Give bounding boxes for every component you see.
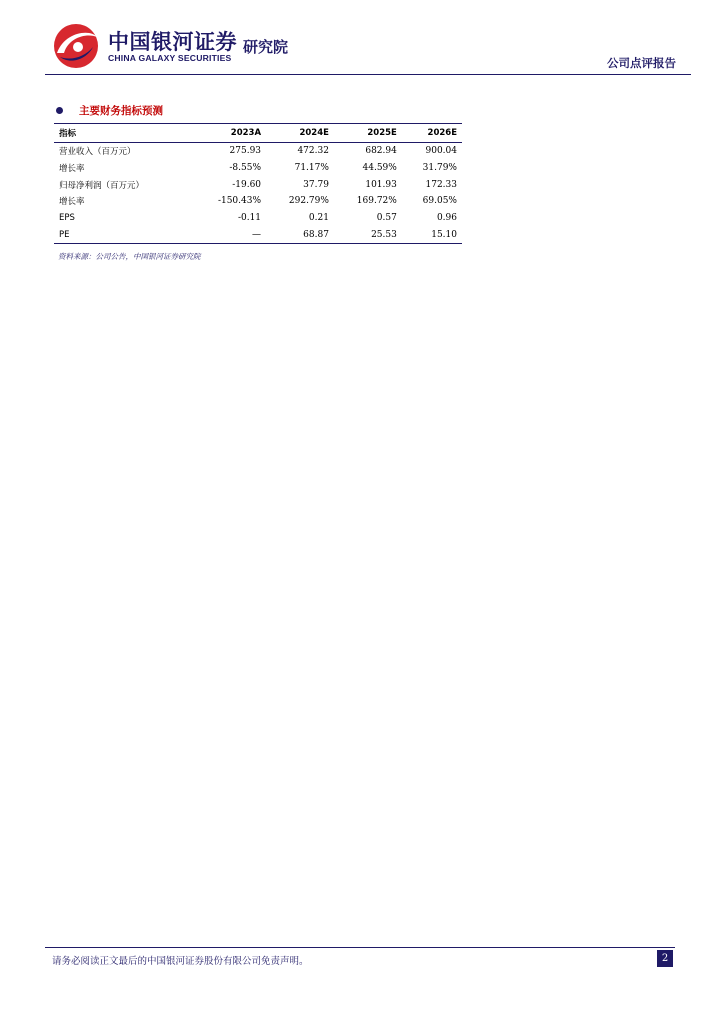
galaxy-logo-icon	[51, 23, 101, 69]
table-cell: 68.87	[266, 226, 334, 243]
table-cell: 44.59%	[362, 163, 397, 174]
header-divider	[45, 74, 691, 75]
table-cell: 472.32	[297, 146, 329, 157]
report-type-label: 公司点评报告	[607, 56, 676, 70]
table-row	[54, 226, 462, 243]
column-header: 2024E	[266, 124, 334, 143]
logo-company-name-en: CHINA GALAXY SECURITIES	[108, 53, 232, 63]
table-cell: 275.93	[229, 146, 262, 157]
table-cell: 31.79%	[422, 163, 457, 174]
table-cell: 292.79%	[288, 196, 329, 207]
source-note: 资料来源：公司公告，中国银河证券研究院	[58, 252, 201, 261]
table-row	[54, 210, 462, 227]
table-cell: 682.94	[365, 146, 397, 157]
row-label: PE	[54, 226, 194, 243]
table-cell: 25.53	[334, 226, 402, 243]
section-title: 主要财务指标预测	[79, 105, 163, 117]
row-label: EPS	[59, 213, 75, 224]
row-label: 归母净利润（百万元）	[59, 180, 145, 191]
column-header: 指标	[54, 124, 194, 143]
table-cell: 172.33	[425, 179, 457, 190]
table-cell: -8.55%	[229, 163, 262, 174]
table-cell: 69.05%	[422, 196, 457, 207]
financial-forecast-table	[54, 123, 462, 244]
table-cell: 37.79	[303, 179, 329, 190]
table-cell: -150.43%	[217, 196, 262, 207]
table-cell: 900.04	[425, 146, 457, 157]
table-cell: 71.17%	[294, 163, 329, 174]
table-row	[54, 160, 462, 177]
table-header-row	[54, 124, 462, 143]
page-header	[0, 0, 724, 80]
page-number: 2	[657, 950, 673, 967]
table-cell: 169.72%	[356, 196, 397, 207]
column-header: 2023A	[194, 124, 266, 143]
row-label: 营业收入（百万元）	[59, 147, 136, 158]
row-label: 增长率	[59, 164, 85, 175]
table-cell: 0.21	[308, 213, 329, 224]
column-header: 2025E	[334, 124, 402, 143]
table-cell: 15.10	[402, 226, 462, 243]
table-row	[54, 176, 462, 193]
logo-institute-label: 研究院	[243, 38, 289, 56]
row-label: 增长率	[59, 197, 85, 208]
table-cell: -0.11	[237, 213, 262, 224]
disclaimer-text: 请务必阅读正文最后的中国银河证券股份有限公司免责声明。	[52, 956, 309, 967]
table-cell: 0.96	[436, 213, 457, 224]
section-heading	[56, 103, 163, 118]
logo-company-name-cn: 中国银河证券	[108, 30, 237, 54]
table-row	[54, 143, 462, 160]
table-cell: -19.60	[232, 179, 262, 190]
table-row	[54, 193, 462, 210]
table-cell: 0.57	[376, 213, 397, 224]
column-header: 2026E	[402, 124, 462, 143]
footer-divider	[45, 947, 675, 948]
table-cell: 101.93	[365, 179, 397, 190]
bullet-icon	[56, 107, 63, 114]
table-cell: —	[194, 226, 266, 243]
